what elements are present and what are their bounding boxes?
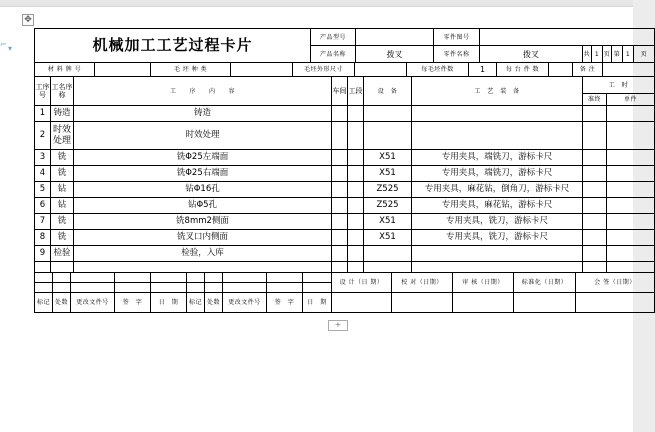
col-op-no: 工序号 — [35, 77, 51, 106]
op-hours-prep-cell[interactable] — [583, 150, 607, 166]
op-hours-prep-cell[interactable] — [583, 230, 607, 246]
date-label-2: 日 期 — [303, 293, 332, 313]
op-hours-prep-cell[interactable] — [583, 122, 607, 150]
op-no-cell[interactable]: 6 — [35, 198, 51, 214]
op-equipment-cell[interactable]: X51 — [364, 150, 412, 166]
op-equipment-cell[interactable] — [364, 122, 412, 150]
col-section: 工段 — [348, 77, 364, 106]
op-workshop-cell[interactable] — [332, 166, 348, 182]
op-tooling-cell[interactable] — [412, 106, 583, 122]
operation-row — [35, 230, 655, 246]
op-workshop-cell[interactable] — [332, 214, 348, 230]
op-tooling-cell[interactable]: 专用夹具，麻花钻，游标卡尺 — [412, 198, 583, 214]
part-drawing-no-value[interactable] — [480, 29, 655, 46]
empty-cell[interactable] — [35, 262, 51, 273]
col-op-content: 工 序 内 容 — [74, 77, 332, 106]
op-content-cell[interactable]: 铣8mm2侧面 — [74, 214, 332, 230]
op-section-cell[interactable] — [348, 122, 364, 150]
op-no-cell[interactable]: 8 — [35, 230, 51, 246]
blank-dim-value[interactable] — [355, 63, 407, 77]
total-pages[interactable]: 1 — [592, 46, 603, 63]
op-equipment-cell[interactable]: Z525 — [364, 198, 412, 214]
op-content-cell[interactable]: 铣Φ25右端面 — [74, 166, 332, 182]
op-equipment-cell[interactable] — [364, 106, 412, 122]
product-model-value[interactable] — [356, 29, 434, 46]
op-no-cell[interactable]: 9 — [35, 246, 51, 262]
operation-row — [35, 106, 655, 122]
op-equipment-cell[interactable]: Z525 — [364, 182, 412, 198]
empty-cell[interactable] — [607, 262, 655, 273]
operation-row — [35, 182, 655, 198]
op-equipment-cell[interactable]: X51 — [364, 230, 412, 246]
design-label: 设 计（日 期） — [332, 273, 392, 293]
op-workshop-cell[interactable] — [332, 106, 348, 122]
parts-per-unit-value[interactable] — [549, 63, 573, 77]
operation-row — [35, 166, 655, 182]
empty-cell[interactable] — [348, 262, 364, 273]
col-hours-prep: 准终 — [583, 94, 607, 106]
op-tooling-cell[interactable] — [412, 246, 583, 262]
margin-dropdown-icon: ▾ — [8, 44, 13, 53]
date-label: 日 期 — [151, 293, 187, 313]
part-name-value[interactable]: 拨叉 — [480, 46, 583, 63]
operation-row — [35, 122, 655, 150]
standardize-sign[interactable] — [514, 293, 576, 313]
operation-row — [35, 246, 655, 262]
op-hours-prep-cell[interactable] — [583, 106, 607, 122]
empty-cell[interactable] — [583, 262, 607, 273]
blank-dim-label: 毛坯外形尺寸 — [293, 63, 355, 77]
parts-per-blank-value[interactable]: 1 — [469, 63, 497, 77]
op-equipment-cell[interactable] — [364, 246, 412, 262]
op-workshop-cell[interactable] — [332, 230, 348, 246]
op-name-cell[interactable]: 钻 — [51, 198, 74, 214]
op-content-cell[interactable]: 铸造 — [74, 106, 332, 122]
op-section-cell[interactable] — [348, 106, 364, 122]
col-op-name: 工名序称 — [51, 77, 74, 106]
op-workshop-cell[interactable] — [332, 246, 348, 262]
op-hours-unit-cell[interactable] — [607, 166, 655, 182]
blank-type-label: 毛 坯 种 类 — [151, 63, 231, 77]
op-hours-unit-cell[interactable] — [607, 230, 655, 246]
op-content-cell[interactable]: 检验，入库 — [74, 246, 332, 262]
op-no-cell[interactable]: 3 — [35, 150, 51, 166]
op-name-cell[interactable]: 检验 — [51, 246, 74, 262]
process-card — [34, 28, 654, 313]
operation-row — [35, 214, 655, 230]
op-tooling-cell[interactable]: 专用夹具，铣刀，游标卡尺 — [412, 230, 583, 246]
op-section-cell[interactable] — [348, 182, 364, 198]
op-name-cell[interactable]: 铣 — [51, 150, 74, 166]
op-hours-prep-cell[interactable] — [583, 182, 607, 198]
op-hours-prep-cell[interactable] — [583, 214, 607, 230]
op-tooling-cell[interactable] — [412, 122, 583, 150]
op-name-cell[interactable]: 铣 — [51, 166, 74, 182]
design-sign[interactable] — [332, 293, 392, 313]
countersign-sign[interactable] — [576, 293, 655, 313]
countersign-label: 会 签（日期） — [576, 273, 655, 293]
op-section-cell[interactable] — [348, 150, 364, 166]
product-name-value[interactable]: 拨叉 — [356, 46, 434, 63]
page-label: 页 — [603, 46, 612, 63]
mark-label-2: 标记 — [187, 293, 205, 313]
op-hours-unit-cell[interactable] — [607, 214, 655, 230]
op-hours-prep-cell[interactable] — [583, 246, 607, 262]
op-equipment-cell[interactable]: X51 — [364, 214, 412, 230]
op-tooling-cell[interactable]: 专用夹具，铣刀，游标卡尺 — [412, 214, 583, 230]
ruler-strip — [0, 0, 633, 7]
operations-body — [35, 106, 655, 273]
col-tooling: 工 艺 装 备 — [412, 77, 583, 106]
count-label-2: 处数 — [205, 293, 223, 313]
margin-marker-icon: ⌐ — [0, 40, 7, 49]
op-hours-prep-cell[interactable] — [583, 166, 607, 182]
op-name-cell[interactable]: 铣 — [51, 214, 74, 230]
change-doc-label: 更改文件号 — [71, 293, 115, 313]
empty-row — [35, 262, 655, 273]
empty-cell[interactable] — [364, 262, 412, 273]
operations-table — [34, 76, 655, 273]
signature-label: 签 字 — [115, 293, 151, 313]
empty-cell[interactable] — [332, 262, 348, 273]
parts-per-unit-label: 每 台 件 数 — [497, 63, 549, 77]
count-label: 处数 — [53, 293, 71, 313]
op-no-cell[interactable]: 1 — [35, 106, 51, 122]
op-no-cell[interactable]: 2 — [35, 122, 51, 150]
op-content-cell[interactable]: 铣叉口内侧面 — [74, 230, 332, 246]
material-no-label: 材 料 牌 号 — [35, 63, 95, 77]
op-section-cell[interactable] — [348, 246, 364, 262]
nth-label: 第 — [612, 46, 623, 63]
material-no-value[interactable] — [95, 63, 151, 77]
op-content-cell[interactable]: 铣Φ25左端面 — [74, 150, 332, 166]
total-label: 共 — [583, 46, 592, 63]
product-model-label: 产品型号 — [311, 29, 356, 46]
product-name-label: 产品名称 — [311, 46, 356, 63]
remarks-label: 备 注 — [573, 63, 603, 77]
op-name-cell[interactable]: 铣 — [51, 230, 74, 246]
signature-label-2: 签 字 — [267, 293, 303, 313]
op-content-cell[interactable]: 时效处理 — [74, 122, 332, 150]
footer-table — [34, 272, 655, 313]
remarks-value[interactable] — [603, 63, 655, 77]
part-name-label: 零件名称 — [434, 46, 480, 63]
add-row-button[interactable]: + — [328, 320, 348, 331]
col-equipment: 设 备 — [364, 77, 412, 106]
op-name-cell[interactable]: 钻 — [51, 182, 74, 198]
change-doc-label-2: 更改文件号 — [223, 293, 267, 313]
operation-row — [35, 150, 655, 166]
op-no-cell[interactable]: 5 — [35, 182, 51, 198]
mark-label: 标记 — [35, 293, 53, 313]
part-drawing-no-label: 零件图号 — [434, 29, 480, 46]
review-sign[interactable] — [392, 293, 453, 313]
op-workshop-cell[interactable] — [332, 182, 348, 198]
op-name-cell[interactable]: 时效处理 — [51, 122, 74, 150]
op-no-cell[interactable]: 7 — [35, 214, 51, 230]
op-hours-prep-cell[interactable] — [583, 198, 607, 214]
op-content-cell[interactable]: 钻Φ5孔 — [74, 198, 332, 214]
review-label: 校 对（日期） — [392, 273, 453, 293]
page-label-2: 页 — [634, 46, 655, 63]
material-table — [34, 62, 655, 77]
op-workshop-cell[interactable] — [332, 150, 348, 166]
col-hours-unit: 单件 — [607, 94, 655, 106]
op-tooling-cell[interactable]: 专用夹具，端铣刀，游标卡尺 — [412, 166, 583, 182]
parts-per-blank-label: 每毛坯件数 — [407, 63, 469, 77]
op-hours-unit-cell[interactable] — [607, 182, 655, 198]
empty-cell[interactable] — [74, 262, 332, 273]
col-workshop: 车间 — [332, 77, 348, 106]
page-no[interactable]: 1 — [623, 46, 634, 63]
op-equipment-cell[interactable]: X51 — [364, 166, 412, 182]
empty-cell[interactable] — [51, 262, 74, 273]
op-name-cell[interactable]: 铸造 — [51, 106, 74, 122]
operation-row — [35, 198, 655, 214]
table-move-handle[interactable]: ✥ — [22, 14, 34, 26]
op-hours-unit-cell[interactable] — [607, 122, 655, 150]
audit-sign[interactable] — [453, 293, 514, 313]
op-workshop-cell[interactable] — [332, 198, 348, 214]
op-tooling-cell[interactable]: 专用夹具，端铣刀，游标卡尺 — [412, 150, 583, 166]
audit-label: 审 核（日期） — [453, 273, 514, 293]
op-section-cell[interactable] — [348, 198, 364, 214]
op-hours-unit-cell[interactable] — [607, 198, 655, 214]
op-hours-unit-cell[interactable] — [607, 106, 655, 122]
op-no-cell[interactable]: 4 — [35, 166, 51, 182]
header-table — [34, 28, 655, 63]
col-hours: 工 时 — [583, 77, 655, 94]
op-hours-unit-cell[interactable] — [607, 150, 655, 166]
op-section-cell[interactable] — [348, 230, 364, 246]
card-title: 机械加工工艺过程卡片 — [35, 29, 311, 63]
op-content-cell[interactable]: 钻Φ16孔 — [74, 182, 332, 198]
empty-cell[interactable] — [412, 262, 583, 273]
op-section-cell[interactable] — [348, 214, 364, 230]
standardize-label: 标准化（日期） — [514, 273, 576, 293]
blank-type-value[interactable] — [231, 63, 293, 77]
op-section-cell[interactable] — [348, 166, 364, 182]
op-workshop-cell[interactable] — [332, 122, 348, 150]
op-tooling-cell[interactable]: 专用夹具，麻花钻，倒角刀，游标卡尺 — [412, 182, 583, 198]
op-hours-unit-cell[interactable] — [607, 246, 655, 262]
